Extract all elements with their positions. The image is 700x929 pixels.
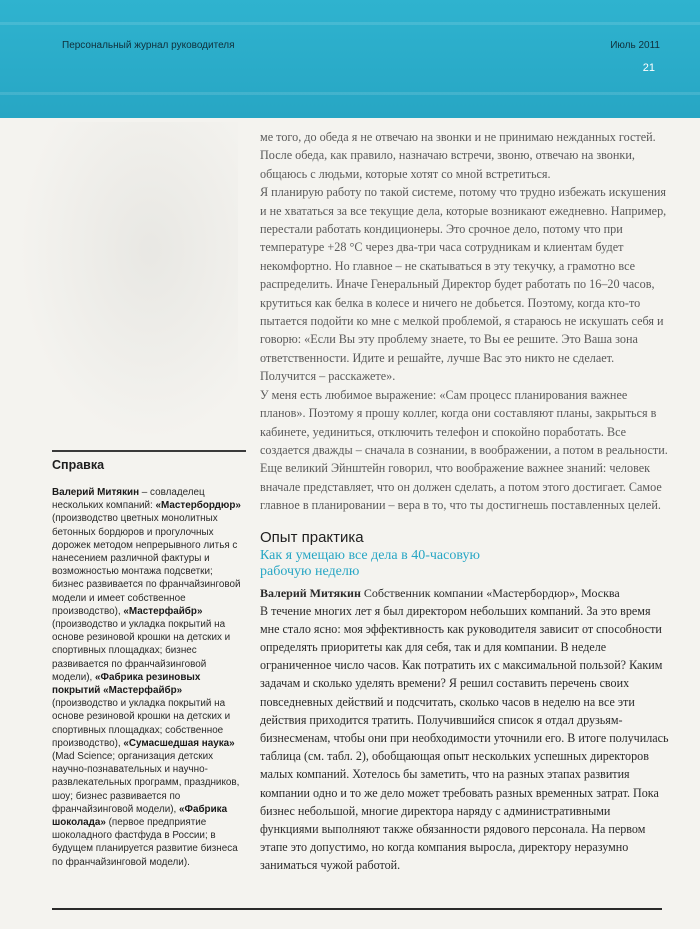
company-name: «Мастерфайбр» (123, 605, 203, 617)
sidebar-text: (Mad Science; организация детских научно-познавательных и научно-развлекательных программ, праздников, шоу; бизнес развивается по франчайзинговой модели), (52, 751, 240, 815)
section-label: Опыт практика (260, 528, 364, 546)
company-name: «Мастербордюр» (155, 500, 241, 512)
header-stripe (0, 22, 700, 25)
reference-sidebar (52, 450, 246, 869)
page-number: 21 (642, 62, 655, 74)
paragraph: У меня есть любимое выражение: «Сам процесс планирования важнее планов». Поэтому я прошу коллег, когда они составляют планы, закрыться в кабинете, уединиться, отключить телефон и спокойно поработать. Все создается дважды – сначала в сознании, в воображении, а потом в реальности. Еще великий Эйнштейн говорил, что воображение важнее знаний: человек вначале представляет, что он должен сделать, а потом этого достигает. Самое главное в планировании – вера в то, что ты достигнешь поставленных целей. (260, 387, 668, 513)
journal-title: Персональный журнал руководителя (62, 40, 235, 51)
company-name: «Сумасшедшая наука» (123, 737, 235, 749)
sidebar-text: – совладелец нескольких компаний: (52, 487, 205, 512)
author-name: Валерий Митякин (260, 585, 361, 600)
sidebar-text: (производство и укладка покрытий на основе резиновой крошки на детских и спортивных площадках; собственное производство), (52, 698, 231, 749)
sidebar-text: (первое предприятие шоколадного фастфуда в России; в будущем планируется развитие бизнеса по франчайзинговой модели). (52, 817, 238, 868)
sidebar-top-rule (52, 450, 246, 452)
paragraph: Я планирую работу по такой системе, потому что трудно избежать искушения и не хвататься за все текущие дела, которые возникают ежедневно. Например, перестали работать кондиционеры. Это срочное дело, потому что при температуре +28 °С через два-три часа сотрудникам и клиентам будет некомфортно. Но главное – не скатываться в эту текучку, а грамотно все распределить. Иначе Генеральный Директор будет работать по 16–20 часов, крутиться как белка в колесе и ничего не добьется. Поэтому, когда кто-то пытается подойти ко мне с мелкой проблемой, я стараюсь не искушать себя и говорю: «Если Вы эту проблему знаете, то Вы ее решите. Это Ваша зона ответственности. Идите и решайте, лучше Вас это никто не сделает. Получится – расскажете». (260, 185, 667, 384)
sidebar-text: (производство цветных монолитных бетонных бордюров и прогулочных дорожек методом непрерывного литья с нанесением различной фактуры и возможностью монтажа подсветки; бизнес развивается по франчайзинговой модели и имеет собственное производство), (52, 513, 241, 617)
header-stripe (0, 92, 700, 95)
sidebar-title: Справка (52, 458, 105, 472)
sidebar-text: (производство и укладка покрытий на основе резиновой крошки на детских и спортивных площадках; бизнес развивается по франчайзинговой модели), (52, 619, 231, 683)
main-column (260, 128, 670, 875)
page-header-band (0, 0, 700, 118)
sidebar-name: Валерий Митякин (52, 487, 140, 498)
paragraph: ме того, до обеда я не отвечаю на звонки и не принимаю нежданных гостей. После обеда, как правило, назначаю встречи, звоню, отвечаю на звонки, общаюсь с людьми, которые хотят со мной встретиться. (260, 130, 656, 181)
sidebar-body (52, 486, 246, 869)
article-title: Как я умещаю все дела в 40-часовую рабочую неделю (260, 547, 480, 579)
faded-show-through-area (18, 122, 238, 442)
company-name: «Фабрика шоколада» (52, 803, 228, 829)
author-byline (260, 584, 670, 602)
footer-rule (52, 908, 662, 910)
author-role: Собственник компании «Мастербордюр», Москва (360, 585, 620, 600)
company-name: «Фабрика резиновых покрытий «Мастерфайбр» (52, 671, 201, 697)
issue-date: Июль 2011 (610, 40, 660, 51)
article-body: В течение многих лет я был директором небольших компаний. За это время мне стало ясно: моя эффективность как руководителя зависит от способности определять приоритеты как для себя, так и для компании. В неделе ограниченное число часов. Как потратить их с максимальной пользой? Каким задачам и сколько уделять времени? Я решил составить перечень своих повседневных действий и подсчитать, сколько часов в неделю на все эти действия приходится тратить. Получившийся список я отдал друзьям-бизнесменам, чтобы они при необходимости уточнили его. В итоге получилась таблица (см. табл. 2), обобщающая опыт нескольких успешных директоров малых компаний. Хотелось бы заметить, что на разных этапах развития компании одно и то же дело может требовать разных временных затрат. Пока бизнес небольшой, многие директора наряду с административными функциями выполняют также обязанности рядового персонала. На первом этапе это допустимо, но когда компания выросла, директору неразумно заниматься чужой работой. (260, 603, 669, 873)
